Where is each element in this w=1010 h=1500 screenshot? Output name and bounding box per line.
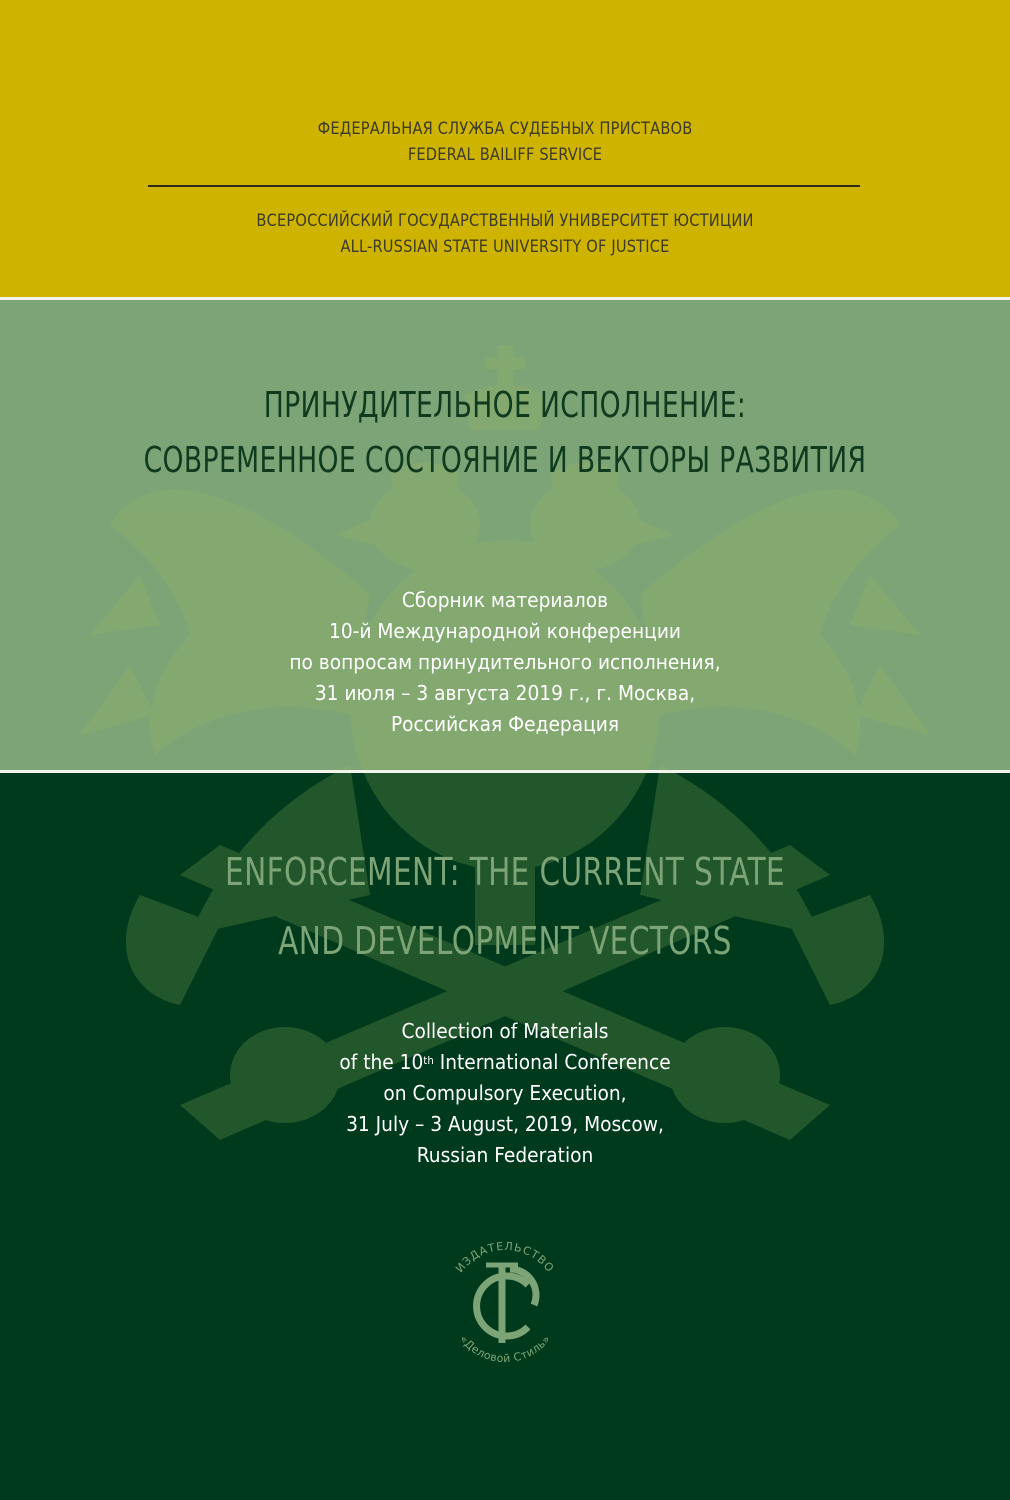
white-separator-top	[0, 297, 1010, 300]
subtitle-en	[35, 1016, 974, 1171]
subtitle-ru-line-2: 10-й Международной конференции	[328, 619, 682, 643]
title-en-line-1: ENFORCEMENT: THE CURRENT STATE	[225, 850, 785, 894]
organization-block-1	[0, 116, 1010, 168]
org-name-en-1: FEDERAL BAILIFF SERVICE	[407, 145, 603, 165]
org-divider	[148, 185, 860, 187]
subtitle-en-line-4: 31 July – 3 August, 2019, Moscow,	[346, 1112, 664, 1136]
subtitle-ru-line-1: Сборник материалов	[401, 588, 609, 612]
org-name-ru-1: ФЕДЕРАЛЬНАЯ СЛУЖБА СУДЕБНЫХ ПРИСТАВОВ	[317, 119, 693, 139]
org-name-ru-2: ВСЕРОССИЙСКИЙ ГОСУДАРСТВЕННЫЙ УНИВЕРСИТЕТ ЮСТИЦИИ	[256, 211, 754, 231]
subtitle-ru-line-3: по вопросам принудительного исполнения,	[289, 650, 721, 674]
title-en	[111, 838, 899, 976]
subtitle-en-line-2-pre: of the 10	[339, 1050, 424, 1074]
subtitle-en-line-1: Collection of Materials	[401, 1019, 609, 1043]
title-ru	[131, 378, 878, 488]
publisher-logo-icon	[430, 1225, 580, 1375]
publisher-arc-top: ИЗДАТЕЛЬСТВО	[453, 1239, 557, 1276]
organization-block-2	[0, 208, 1010, 260]
title-ru-line-1: ПРИНУДИТЕЛЬНОЕ ИСПОЛНЕНИЕ:	[263, 385, 747, 426]
subtitle-ru-line-4: 31 июля – 3 августа 2019 г., г. Москва,	[314, 681, 696, 705]
subtitle-en-line-5: Russian Federation	[416, 1143, 594, 1167]
white-separator-bottom	[0, 770, 1010, 773]
org-name-en-2: ALL-RUSSIAN STATE UNIVERSITY OF JUSTICE	[340, 237, 670, 257]
subtitle-en-ordinal-suffix: th	[423, 1054, 434, 1067]
title-en-line-2: AND DEVELOPMENT VECTORS	[278, 919, 732, 963]
publisher-arc-bottom: «Деловой Стиль»	[456, 1332, 554, 1366]
subtitle-en-line-2	[35, 1047, 974, 1078]
subtitle-ru	[35, 585, 974, 740]
title-ru-line-2: СОВРЕМЕННОЕ СОСТОЯНИЕ И ВЕКТОРЫ РАЗВИТИЯ	[143, 440, 867, 481]
subtitle-en-line-2-post: International Conference	[433, 1050, 671, 1074]
subtitle-en-line-3: on Compulsory Execution,	[383, 1081, 627, 1105]
subtitle-ru-line-5: Российская Федерация	[390, 712, 620, 736]
